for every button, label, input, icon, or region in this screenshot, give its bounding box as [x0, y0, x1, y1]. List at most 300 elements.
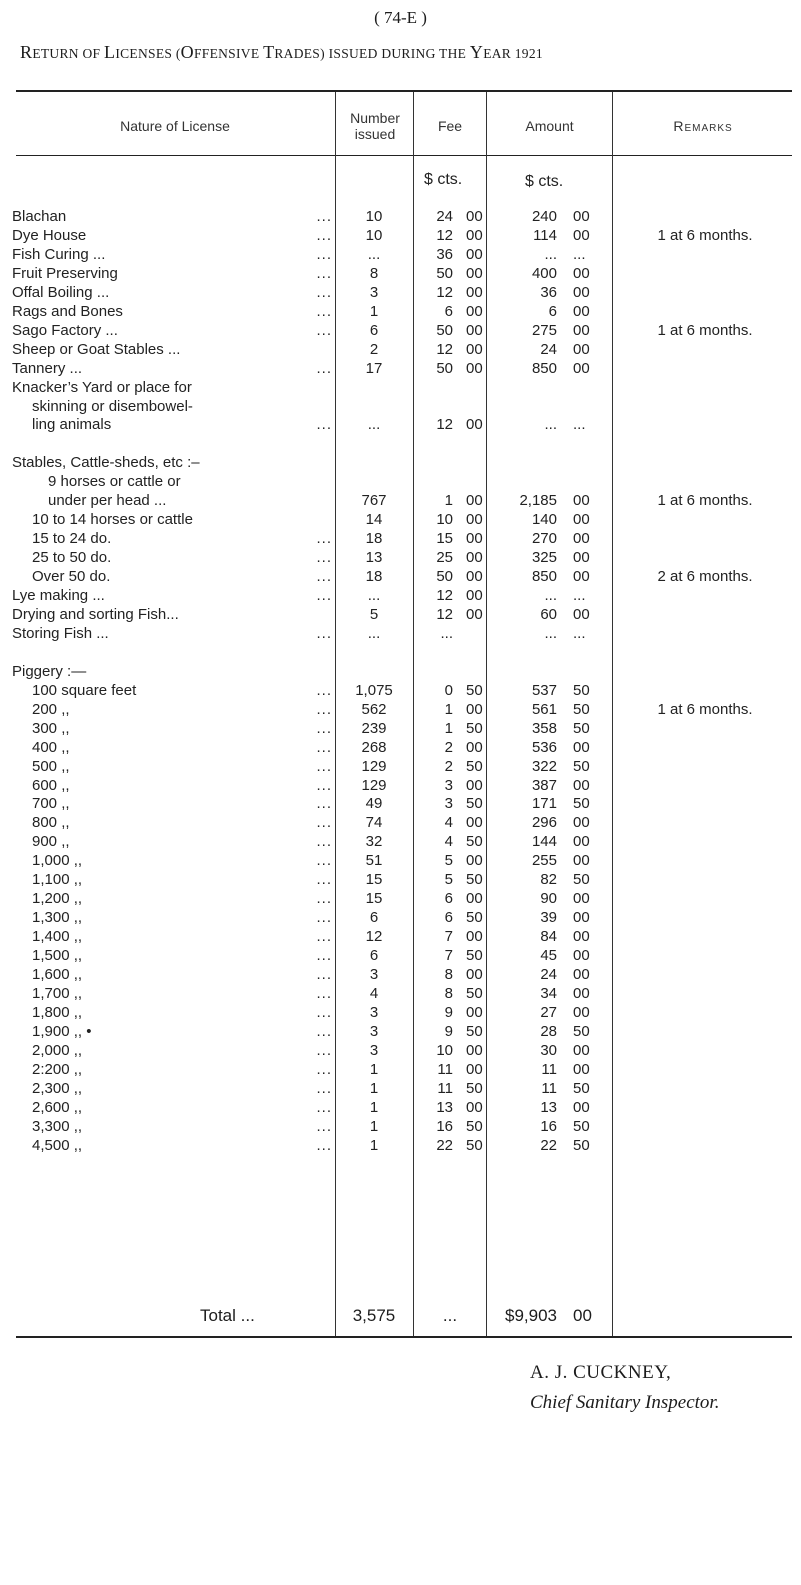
row-leader-dots: ... [316, 681, 332, 699]
row-fee-cents: 50 [466, 871, 483, 889]
row-fee-cents: 50 [466, 947, 483, 964]
row-amount-dollars: 45 [540, 947, 557, 964]
row-leader-dots: ... [316, 1136, 332, 1154]
row-fee-cents: 00 [466, 738, 483, 756]
row-amount-cents: 00 [573, 492, 590, 510]
row-fee-dollars: 22 [436, 1136, 453, 1154]
row-name: under per head ... [48, 492, 167, 510]
row-name: Fish Curing ... [12, 245, 106, 263]
row-number-issued: 1 [369, 1136, 379, 1154]
table-row [0, 340, 801, 360]
table-row [0, 321, 801, 341]
row-amount-dollars: 27 [540, 1003, 557, 1021]
row-fee-cents: 00 [466, 1041, 483, 1059]
row-fee-dollars: 50 [436, 359, 453, 377]
table-row [0, 1098, 801, 1118]
row-number-issued: ... [367, 624, 381, 642]
row-number-issued: 1 [369, 302, 379, 320]
row-amount-dollars: 255 [531, 852, 557, 870]
row-amount-dollars: 16 [540, 1117, 557, 1135]
title-part: T [263, 42, 275, 62]
row-fee-dollars: 10 [436, 1041, 453, 1059]
row-fee-cents: 50 [466, 1117, 483, 1135]
row-amount-dollars: 140 [531, 511, 557, 529]
row-amount-dollars: 275 [531, 321, 557, 339]
row-leader-dots: ... [316, 966, 332, 983]
table-row [0, 415, 801, 435]
row-number-issued: 1 [369, 1060, 379, 1078]
row-number-issued: 3 [369, 1003, 379, 1021]
row-number-issued: 12 [365, 928, 383, 946]
row-number-issued: 5 [369, 606, 379, 623]
row-leader-dots: ... [316, 757, 332, 775]
row-leader-dots: ... [316, 928, 332, 946]
table-row [0, 378, 801, 398]
row-leader-dots: ... [316, 776, 332, 794]
row-name: 200 ,, [32, 700, 70, 718]
table-row [0, 586, 801, 606]
row-number-issued: 1,075 [355, 681, 393, 699]
table-row [0, 264, 801, 284]
row-amount-cents: 00 [573, 283, 590, 301]
row-leader-dots: ... [316, 587, 332, 604]
table-row [0, 681, 801, 701]
row-number-issued: 3 [369, 1022, 379, 1040]
row-amount-dollars: 850 [531, 568, 557, 585]
row-fee-dollars: 2 [444, 738, 453, 756]
row-fee-dollars: 9 [444, 1022, 453, 1040]
row-number-issued: 3 [369, 1041, 379, 1059]
total-label: Total ... [200, 1306, 255, 1325]
row-leader-dots: ... [316, 1060, 332, 1078]
table-row [0, 984, 801, 1004]
row-name: 2,300 ,, [32, 1079, 83, 1097]
total-number: 3,575 [352, 1306, 396, 1325]
row-leader-dots: ... [316, 283, 332, 301]
row-fee-dollars: 50 [436, 264, 453, 282]
row-amount-cents: ... [573, 624, 586, 642]
row-leader-dots: ... [316, 700, 332, 718]
row-amount-cents: 00 [573, 606, 590, 623]
table-row [0, 908, 801, 928]
row-name: 1,500 ,, [32, 947, 83, 964]
row-name: 700 ,, [32, 795, 70, 813]
row-remarks: 2 at 6 months. [657, 568, 753, 585]
row-amount-cents: 50 [573, 700, 590, 718]
title-part: ICENSES ( [115, 46, 181, 61]
row-leader-dots: ... [316, 909, 332, 927]
row-fee-cents: 00 [466, 340, 483, 358]
row-fee-cents: 50 [466, 984, 483, 1002]
row-leader-dots: ... [316, 549, 332, 567]
row-number-issued: 10 [365, 226, 383, 244]
row-amount-cents: 00 [573, 814, 590, 832]
row-leader-dots: ... [316, 814, 332, 832]
row-fee-dollars: 1 [444, 492, 453, 510]
row-amount-dollars: 39 [540, 909, 557, 927]
row-fee-dollars: 4 [444, 814, 453, 832]
row-amount-cents: 50 [573, 1079, 590, 1097]
table-row [0, 510, 801, 530]
row-number-issued: 18 [365, 568, 383, 585]
row-fee-dollars: 8 [444, 966, 453, 983]
row-remarks: 1 at 6 months. [657, 226, 753, 244]
table-row [0, 302, 801, 322]
row-amount-dollars: 240 [531, 208, 557, 225]
row-name: 1,700 ,, [32, 984, 83, 1002]
row-amount-dollars: 34 [540, 984, 557, 1002]
row-fee-cents: 00 [466, 776, 483, 794]
table-row [0, 472, 801, 492]
row-amount-cents: 50 [573, 795, 590, 813]
row-name: Knacker’s Yard or place for [12, 378, 192, 396]
row-number-issued: 15 [365, 890, 383, 908]
row-amount-cents: 00 [573, 226, 590, 244]
row-leader-dots: ... [316, 833, 332, 851]
row-name: Tannery ... [12, 359, 83, 377]
row-fee-cents: 00 [466, 302, 483, 320]
title-part: R [20, 42, 33, 62]
table-row [0, 832, 801, 852]
fee-currency-header: $ cts. [424, 171, 463, 188]
row-number-issued: 3 [369, 966, 379, 983]
table-row [0, 643, 801, 663]
row-amount-dollars: 144 [531, 833, 557, 851]
row-remarks: 1 at 6 months. [657, 700, 753, 718]
row-amount-dollars: 114 [533, 226, 557, 244]
row-name: Sheep or Goat Stables ... [12, 340, 181, 358]
row-amount-dollars: 325 [531, 549, 557, 567]
table-row [0, 776, 801, 796]
row-number-issued: 18 [365, 530, 383, 548]
row-amount-dollars: ... [544, 624, 557, 642]
row-amount-cents: 00 [573, 852, 590, 870]
table-row [0, 719, 801, 739]
row-number-issued: ... [367, 245, 381, 263]
row-amount-cents: 00 [573, 776, 590, 794]
row-fee-cents: 50 [466, 795, 483, 813]
table-row [0, 567, 801, 587]
row-name: 1,600 ,, [32, 966, 83, 983]
title-part: L [104, 42, 116, 62]
row-amount-dollars: 84 [540, 928, 557, 946]
row-amount-cents: 00 [573, 1060, 590, 1078]
title-part: EAR 1921 [483, 46, 543, 61]
row-fee-cents: 00 [466, 852, 483, 870]
row-name: 100 square feet [32, 681, 137, 699]
row-fee-cents: 00 [466, 1003, 483, 1021]
row-amount-cents: 00 [573, 530, 590, 548]
row-fee-cents: 50 [466, 1079, 483, 1097]
row-leader-dots: ... [316, 852, 332, 870]
row-fee-dollars: 6 [444, 890, 453, 908]
table-row [0, 889, 801, 909]
table-row [0, 1117, 801, 1137]
row-amount-cents: 50 [573, 757, 590, 775]
row-name: Dye House [12, 226, 87, 244]
table-row [0, 1136, 801, 1156]
row-name: 1,900 ,, • [32, 1022, 92, 1040]
row-leader-dots: ... [316, 890, 332, 908]
row-fee-dollars: 12 [436, 340, 453, 358]
row-amount-dollars: 358 [531, 719, 557, 737]
row-number-issued: 767 [361, 492, 387, 510]
row-amount-dollars: 36 [540, 283, 557, 301]
row-leader-dots: ... [316, 1079, 332, 1097]
row-amount-dollars: 60 [540, 606, 557, 623]
row-leader-dots: ... [316, 1022, 332, 1040]
header-fee: Fee [437, 118, 463, 134]
row-amount-dollars: 270 [531, 530, 557, 548]
row-leader-dots: ... [316, 530, 332, 548]
table-row [0, 662, 801, 682]
total-row [0, 1302, 801, 1330]
row-amount-dollars: 387 [531, 776, 557, 794]
row-fee-dollars: 12 [436, 283, 453, 301]
row-name: Storing Fish ... [12, 624, 109, 642]
row-fee-dollars: 6 [444, 302, 453, 320]
row-name: 3,300 ,, [32, 1117, 83, 1135]
row-amount-cents: 50 [573, 1022, 590, 1040]
row-name: Over 50 do. [32, 568, 111, 585]
row-fee-dollars: 11 [437, 1060, 453, 1078]
row-number-issued: 74 [365, 814, 383, 832]
row-name: ling animals [32, 416, 112, 434]
row-name: Fruit Preserving [12, 264, 118, 282]
row-amount-cents: 00 [573, 208, 590, 225]
row-name: 600 ,, [32, 776, 70, 794]
row-number-issued: 1 [369, 1079, 379, 1097]
table-row [0, 1060, 801, 1080]
row-number-issued: 32 [365, 833, 383, 851]
row-fee-cents: 00 [466, 492, 483, 510]
table-row [0, 757, 801, 777]
row-name: 800 ,, [32, 814, 70, 832]
row-fee-cents: 00 [466, 928, 483, 946]
row-fee-dollars: 12 [436, 587, 453, 604]
row-amount-cents: 50 [573, 681, 590, 699]
row-name: 1,100 ,, [32, 871, 83, 889]
table-row [0, 283, 801, 303]
row-amount-cents: ... [573, 416, 586, 434]
row-name: 500 ,, [32, 757, 70, 775]
row-name: 2:200 ,, [32, 1060, 83, 1078]
row-leader-dots: ... [316, 871, 332, 889]
row-amount-cents: 00 [573, 264, 590, 282]
row-fee-dollars: 12 [436, 226, 453, 244]
table-row [0, 453, 801, 473]
row-number-issued: 14 [365, 511, 383, 529]
row-amount-dollars: 22 [540, 1136, 557, 1154]
row-leader-dots: ... [316, 795, 332, 813]
row-fee-cents: 00 [466, 321, 483, 339]
row-fee-cents: 50 [466, 833, 483, 851]
row-amount-dollars: 11 [541, 1060, 557, 1078]
row-leader-dots: ... [316, 984, 332, 1002]
row-number-issued: ... [367, 416, 381, 434]
row-fee-dollars: 16 [436, 1117, 453, 1135]
table-row [0, 851, 801, 871]
total-amount-cents: 00 [573, 1306, 592, 1325]
row-fee-dollars: 11 [437, 1079, 453, 1097]
row-amount-cents: 00 [573, 340, 590, 358]
table-row [0, 245, 801, 265]
row-number-issued: 129 [361, 776, 387, 794]
row-fee-cents: 00 [466, 966, 483, 983]
row-fee-cents: 00 [466, 568, 483, 585]
row-amount-dollars: 28 [540, 1022, 557, 1040]
row-name: Drying and sorting Fish... [12, 606, 179, 623]
row-fee-dollars: 1 [444, 700, 453, 718]
row-fee-dollars: 12 [436, 606, 453, 623]
row-fee-dollars: 50 [436, 568, 453, 585]
row-fee-cents: 00 [466, 1060, 483, 1078]
row-amount-cents: 50 [573, 1136, 590, 1154]
row-fee-cents: 00 [466, 283, 483, 301]
row-fee-dollars: 50 [436, 321, 453, 339]
table-row [0, 1022, 801, 1042]
row-fee-cents: 00 [466, 264, 483, 282]
table-row [0, 226, 801, 246]
row-amount-dollars: 11 [541, 1079, 557, 1097]
row-number-issued: 2 [369, 340, 379, 358]
row-remarks: 1 at 6 months. [657, 492, 753, 510]
row-name: 300 ,, [32, 719, 70, 737]
row-fee-dollars: 5 [444, 871, 453, 889]
table-row [0, 1041, 801, 1061]
table-row [0, 965, 801, 985]
row-number-issued: 15 [365, 871, 383, 889]
row-fee-cents: 00 [466, 890, 483, 908]
row-name: 9 horses or cattle or [48, 473, 181, 491]
title-part: ETURN OF [32, 46, 105, 61]
row-number-issued: 129 [361, 757, 387, 775]
title-part: FFENSIVE [193, 46, 264, 61]
row-number-issued: 13 [365, 549, 383, 567]
table-row [0, 813, 801, 833]
row-name: 25 to 50 do. [32, 549, 112, 567]
row-number-issued: 10 [365, 208, 383, 225]
row-name: Stables, Cattle-sheds, etc :– [12, 454, 200, 472]
row-fee-dollars: 10 [436, 511, 453, 529]
row-number-issued: 562 [361, 700, 387, 718]
row-fee-cents: 00 [466, 587, 483, 604]
row-amount-dollars: ... [544, 587, 557, 604]
table-row [0, 700, 801, 720]
row-leader-dots: ... [316, 568, 332, 585]
row-amount-dollars: 171 [531, 795, 557, 813]
row-leader-dots: ... [316, 947, 332, 964]
row-amount-dollars: 850 [531, 359, 557, 377]
table-row [0, 738, 801, 758]
row-fee-cents: 50 [466, 1136, 483, 1154]
row-fee-cents: 00 [466, 1098, 483, 1116]
row-remarks: 1 at 6 months. [657, 321, 753, 339]
row-amount-cents: 00 [573, 511, 590, 529]
row-amount-cents: ... [573, 245, 586, 263]
row-amount-dollars: 2,185 [519, 492, 557, 510]
row-name: 1,200 ,, [32, 890, 83, 908]
table-row [0, 946, 801, 966]
row-fee-cents: 00 [466, 208, 483, 225]
row-amount-cents: 00 [573, 738, 590, 756]
row-amount-cents: 00 [573, 359, 590, 377]
row-amount-cents: 00 [573, 984, 590, 1002]
row-amount-dollars: ... [544, 416, 557, 434]
row-fee-cents: 50 [466, 757, 483, 775]
row-number-issued: 1 [369, 1117, 379, 1135]
row-name: 1,300 ,, [32, 909, 83, 927]
row-fee-cents: 00 [466, 814, 483, 832]
row-leader-dots: ... [316, 359, 332, 377]
row-fee-cents: 00 [466, 549, 483, 567]
row-amount-dollars: 82 [540, 871, 557, 889]
row-fee-cents: 00 [466, 511, 483, 529]
title-part: O [180, 42, 194, 62]
table-row [0, 870, 801, 890]
table-row [0, 605, 801, 625]
row-amount-cents: 50 [573, 871, 590, 889]
table-row [0, 359, 801, 379]
row-amount-dollars: 24 [540, 966, 557, 983]
row-leader-dots: ... [316, 264, 332, 282]
row-amount-dollars: 536 [531, 738, 557, 756]
row-amount-cents: 00 [573, 302, 590, 320]
total-amount: $9,903 [505, 1306, 557, 1325]
row-leader-dots: ... [316, 302, 332, 320]
row-leader-dots: ... [316, 245, 332, 263]
row-amount-cents: 00 [573, 1041, 590, 1059]
row-name: Piggery :— [12, 662, 87, 680]
row-fee-cents: 00 [466, 416, 483, 434]
row-name: Blachan [12, 208, 67, 225]
row-name: Lye making ... [12, 587, 105, 604]
row-fee-dollars: 6 [444, 909, 453, 927]
row-name: 1,000 ,, [32, 852, 83, 870]
row-fee-dollars: 24 [436, 208, 453, 225]
table-row [0, 529, 801, 549]
row-number-issued: ... [367, 587, 381, 604]
row-number-issued: 8 [369, 264, 379, 282]
row-name: Rags and Bones [12, 302, 123, 320]
row-fee-cents: 00 [466, 245, 483, 263]
total-fee: ... [442, 1306, 458, 1325]
row-fee-cents: 00 [466, 359, 483, 377]
row-fee-dollars: 7 [444, 928, 453, 946]
signature-title: Chief Sanitary Inspector. [530, 1392, 720, 1413]
row-fee-dollars: 36 [436, 245, 453, 263]
row-amount-cents: 00 [573, 909, 590, 927]
row-amount-cents: 50 [573, 719, 590, 737]
row-amount-dollars: 30 [540, 1041, 557, 1059]
row-number-issued: 4 [369, 984, 379, 1002]
row-number-issued: 268 [361, 738, 387, 756]
row-name: 15 to 24 do. [32, 530, 112, 548]
row-fee-dollars: 25 [436, 549, 453, 567]
row-name: 400 ,, [32, 738, 70, 756]
row-fee-dollars: 15 [436, 530, 453, 548]
table-row [0, 624, 801, 644]
row-number-issued: 17 [365, 359, 383, 377]
row-amount-cents: 00 [573, 890, 590, 908]
table-row [0, 1003, 801, 1023]
row-amount-cents: 00 [573, 966, 590, 983]
row-amount-dollars: 322 [531, 757, 557, 775]
row-fee-cents: 50 [466, 681, 483, 699]
amount-currency-header: $ cts. [525, 173, 564, 190]
table-row [0, 1079, 801, 1099]
row-amount-cents: 00 [573, 928, 590, 946]
